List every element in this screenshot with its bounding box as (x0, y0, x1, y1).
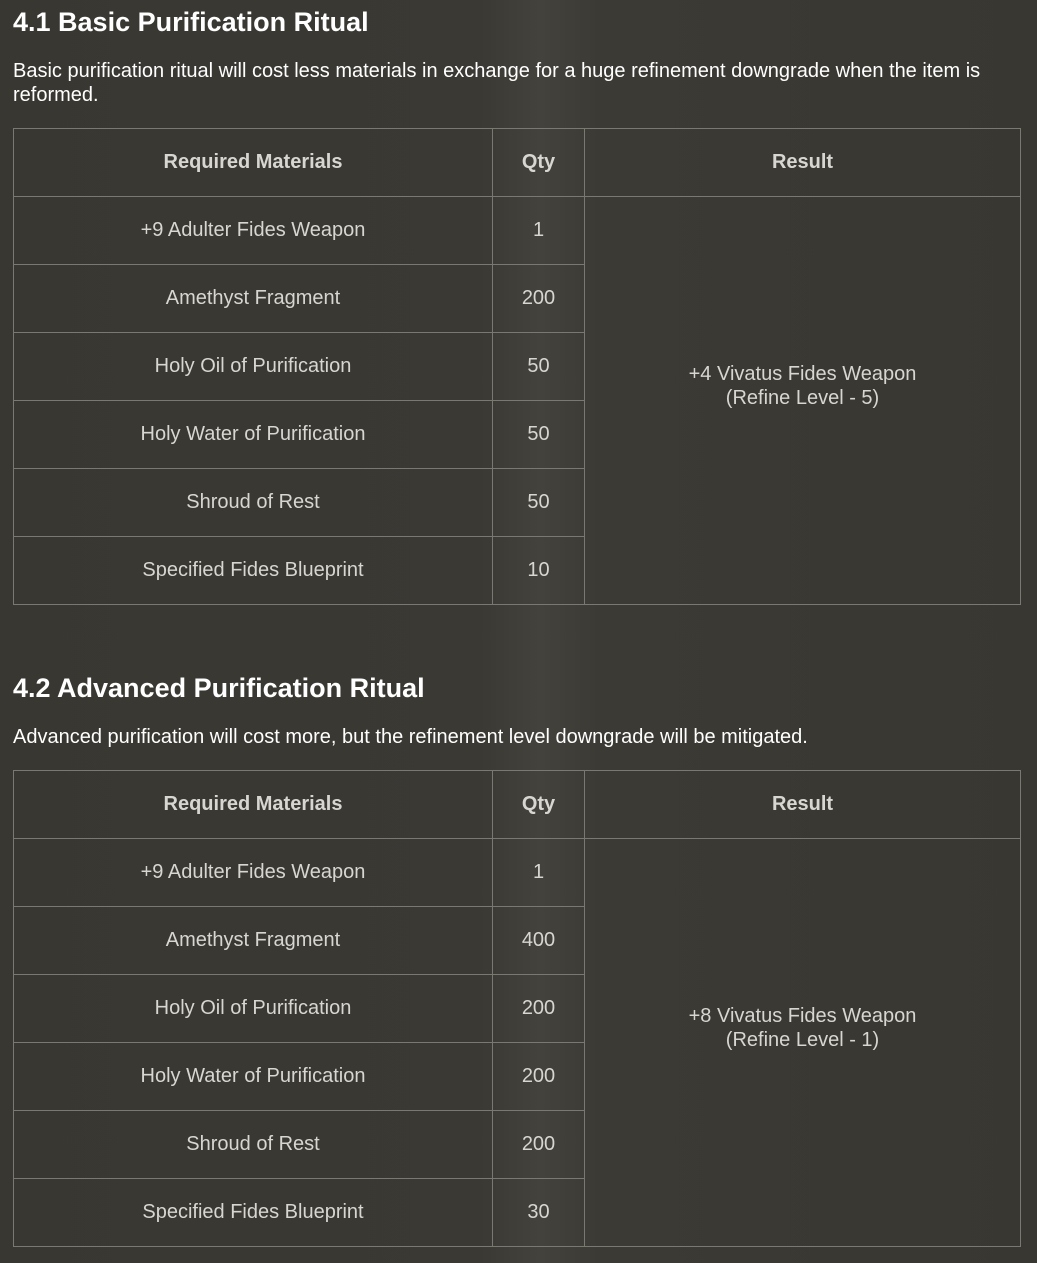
table-header-row (14, 771, 1021, 839)
material-cell: Holy Oil of Purification (14, 333, 493, 401)
material-cell: +9 Adulter Fides Weapon (14, 197, 493, 265)
result-cell (585, 839, 1021, 1247)
header-result: Result (585, 129, 1021, 197)
result-cell (585, 197, 1021, 605)
table-row (14, 839, 1021, 907)
materials-table (13, 128, 1021, 605)
section-advanced-purification (13, 666, 1020, 1247)
material-cell: Shroud of Rest (14, 1111, 493, 1179)
header-qty: Qty (493, 129, 585, 197)
material-cell: Shroud of Rest (14, 469, 493, 537)
table-row (14, 197, 1021, 265)
material-cell: Holy Oil of Purification (14, 975, 493, 1043)
result-item: +8 Vivatus Fides Weapon (688, 1004, 917, 1027)
qty-cell: 400 (493, 907, 585, 975)
qty-cell: 10 (493, 537, 585, 605)
qty-cell: 50 (493, 401, 585, 469)
qty-cell: 200 (493, 1043, 585, 1111)
result-refine-level: (Refine Level - 5) (725, 386, 880, 409)
material-cell: Amethyst Fragment (14, 265, 493, 333)
result-item: +4 Vivatus Fides Weapon (688, 362, 917, 385)
materials-table (13, 770, 1021, 1247)
qty-cell: 1 (493, 839, 585, 907)
header-qty: Qty (493, 771, 585, 839)
material-cell: +9 Adulter Fides Weapon (14, 839, 493, 907)
qty-cell: 200 (493, 975, 585, 1043)
qty-cell: 50 (493, 333, 585, 401)
section-description: Advanced purification will cost more, but the refinement level downgrade will be mitigated. (13, 726, 808, 748)
section-description: Basic purification ritual will cost less materials in exchange for a huge refinement downgrade when the item is reformed. (13, 60, 981, 106)
section-basic-purification (13, 0, 1020, 605)
header-result: Result (585, 771, 1021, 839)
table-header-row (14, 129, 1021, 197)
material-cell: Specified Fides Blueprint (14, 1179, 493, 1247)
qty-cell: 200 (493, 1111, 585, 1179)
header-required-materials: Required Materials (14, 771, 493, 839)
material-cell: Specified Fides Blueprint (14, 537, 493, 605)
material-cell: Holy Water of Purification (14, 1043, 493, 1111)
qty-cell: 30 (493, 1179, 585, 1247)
material-cell: Holy Water of Purification (14, 401, 493, 469)
qty-cell: 200 (493, 265, 585, 333)
qty-cell: 50 (493, 469, 585, 537)
header-required-materials: Required Materials (14, 129, 493, 197)
material-cell: Amethyst Fragment (14, 907, 493, 975)
section-title: 4.1 Basic Purification Ritual (13, 7, 369, 37)
section-title: 4.2 Advanced Purification Ritual (13, 673, 425, 703)
qty-cell: 1 (493, 197, 585, 265)
result-refine-level: (Refine Level - 1) (725, 1028, 880, 1051)
